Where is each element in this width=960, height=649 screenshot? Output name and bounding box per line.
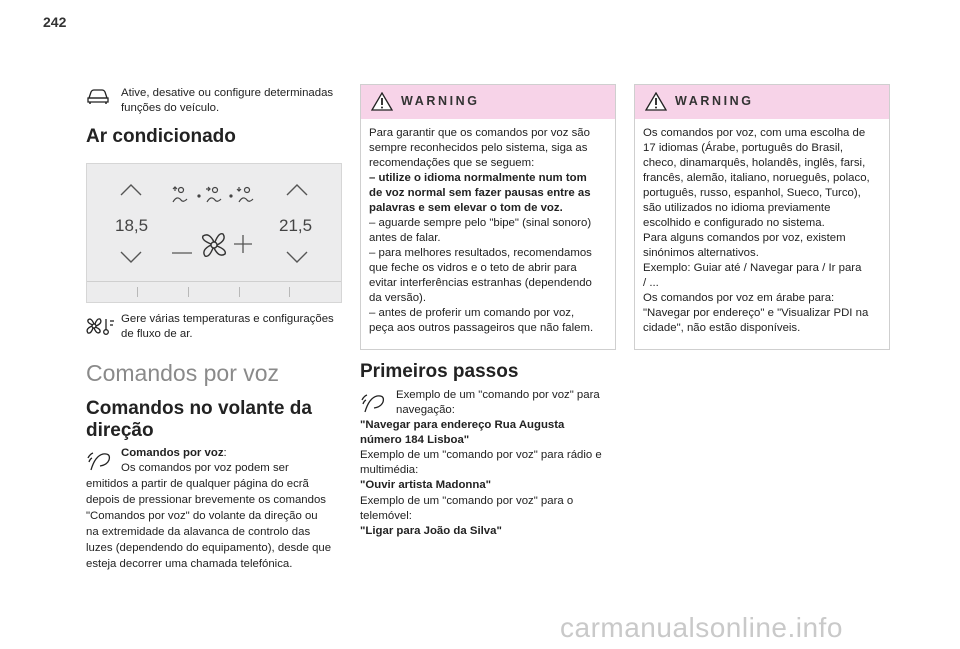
warning1-line-14: peça aos outros passageiros que não falem. — [369, 322, 594, 334]
chevron-down-icon — [119, 250, 143, 269]
chevron-down-icon — [285, 250, 309, 269]
voice-text-line-1: Os comandos por voz podem ser — [121, 462, 289, 474]
first-steps-line-5: Exemplo de um "comando por voz" para rádio e — [360, 449, 602, 461]
warning1-line-10: que feche os vidros e o teto de abrir para — [369, 262, 577, 274]
warning2-line-6: são utilizados no idioma previamente — [643, 202, 831, 214]
warning1-line-7: – aguarde sempre pelo "bipe" (sinal sonoro) — [369, 217, 592, 229]
warning1-line-4: – utilize o idioma normalmente num tom — [369, 172, 587, 184]
warning1-line-6: palavras e sem elevar o tom de voz. — [369, 202, 563, 214]
first-steps-line-7: "Ouvir artista Madonna" — [360, 479, 492, 491]
warning1-line-9: – para melhores resultados, recomendamos — [369, 247, 592, 259]
chevron-up-icon — [285, 183, 309, 202]
heading-comandos-volante-2: direção — [86, 420, 154, 441]
warning-label: WARNING — [675, 94, 754, 108]
fan-caption-line-2: de fluxo de ar. — [121, 328, 193, 340]
warning2-line-5: português, russo, espanhol, Sueco, Turco), — [643, 187, 861, 199]
warning-triangle-icon — [645, 92, 667, 116]
warning2-line-13: "Navegar por endereço" e "Visualizar PDI na — [643, 307, 869, 319]
strip-divider — [188, 287, 189, 297]
warning2-line-10: Exemplo: Guiar até / Navegar para / Ir para — [643, 262, 862, 274]
intro-line-2: funções do veículo. — [121, 102, 220, 114]
first-steps-line-3: "Navegar para endereço Rua Augusta — [360, 419, 565, 431]
voice-text-line-5: na extremidade da alavanca de controlo das — [86, 526, 311, 538]
warning1-line-5: de voz normal sem fazer pausas entre as — [369, 187, 591, 199]
heading-primeiros-passos: Primeiros passos — [360, 361, 519, 382]
climate-panel — [86, 163, 342, 303]
heading-comandos-por-voz: Comandos por voz — [86, 360, 280, 386]
warning1-line-11: evitar interferências estranhas (dependendo — [369, 277, 592, 289]
warning-box-1 — [360, 84, 616, 350]
heading-ar-condicionado: Ar condicionado — [86, 126, 236, 147]
warning2-line-3: checo, dinamarquês, holandês, inglês, farsi, — [643, 157, 866, 169]
heading-comandos-volante-1: Comandos no volante da — [86, 398, 312, 419]
panel-button-strip — [87, 281, 341, 302]
voice-text-line-6: luzes (dependendo do equipamento), desde que — [86, 542, 332, 554]
plus-icon[interactable] — [233, 234, 253, 259]
fan-icon — [199, 230, 229, 265]
first-steps-line-4: número 184 Lisboa" — [360, 434, 470, 446]
warning1-line-1: Para garantir que os comandos por voz são — [369, 127, 590, 139]
first-steps-line-8: Exemplo de um "comando por voz" para o — [360, 495, 574, 507]
page-number: 242 — [43, 14, 67, 30]
voice-command-icon — [87, 450, 113, 477]
voice-text-line-3: depois de pressionar brevemente os comandos — [86, 494, 326, 506]
warning2-line-11: / ... — [643, 277, 659, 289]
first-steps-line-6: multimédia: — [360, 464, 419, 476]
fan-temp-icon — [86, 316, 116, 341]
warning2-line-9: sinónimos alternativos. — [643, 247, 759, 259]
warning-triangle-icon — [371, 92, 393, 116]
warning-header — [361, 85, 615, 119]
warning2-line-14: cidade", não estão disponíveis. — [643, 322, 801, 334]
warning2-line-12: Os comandos por voz em árabe para: — [643, 292, 835, 304]
airflow-modes-icon — [169, 185, 259, 212]
chevron-up-icon — [119, 183, 143, 202]
warning2-line-4: francês, alemão, italiano, norueguês, polaco, — [643, 172, 870, 184]
warning2-line-8: Para alguns comandos por voz, existem — [643, 232, 846, 244]
minus-icon[interactable] — [171, 242, 193, 260]
first-steps-line-10: "Ligar para João da Silva" — [360, 525, 502, 537]
warning1-line-8: antes de falar. — [369, 232, 441, 244]
fan-caption-line-1: Gere várias temperaturas e configurações — [121, 313, 334, 325]
warning-label: WARNING — [401, 94, 480, 108]
voice-text-line-2: emitidos a partir de qualquer página do ecrã — [86, 478, 309, 490]
warning-header — [635, 85, 889, 119]
voice-text-line-4: "Comandos por voz" do volante da direção ou — [86, 510, 318, 522]
strip-divider — [239, 287, 240, 297]
strip-divider — [289, 287, 290, 297]
car-icon — [86, 87, 110, 110]
first-steps-line-2: navegação: — [396, 404, 455, 416]
watermark: carmanualsonline.info — [560, 612, 843, 643]
warning1-line-12: da versão). — [369, 292, 426, 304]
temp-left[interactable]: 18,5 — [115, 216, 149, 235]
voice-title-bold: Comandos por voz — [121, 447, 224, 459]
warning1-line-3: recomendações que se seguem: — [369, 157, 535, 169]
voice-title-suffix: : — [223, 447, 227, 459]
warning2-line-2: 17 idiomas (Árabe, português do Brasil, — [643, 142, 844, 154]
strip-divider — [137, 287, 138, 297]
first-steps-line-1: Exemplo de um "comando por voz" para — [396, 389, 600, 401]
voice-title — [121, 446, 227, 461]
voice-text-line-7: esteja decorrer uma chamada telefónica. — [86, 558, 293, 570]
warning2-line-1: Os comandos por voz, com uma escolha de — [643, 127, 866, 139]
warning1-line-2: sempre reconhecidos pelo sistema, siga as — [369, 142, 588, 154]
voice-command-icon — [361, 392, 387, 419]
warning-box-2 — [634, 84, 890, 350]
warning2-line-7: escolhido e configurado no sistema. — [643, 217, 825, 229]
temp-right[interactable]: 21,5 — [279, 216, 313, 235]
first-steps-line-9: telemóvel: — [360, 510, 412, 522]
warning1-line-13: – antes de proferir um comando por voz, — [369, 307, 575, 319]
intro-line-1: Ative, desative ou configure determinadas — [121, 87, 334, 99]
